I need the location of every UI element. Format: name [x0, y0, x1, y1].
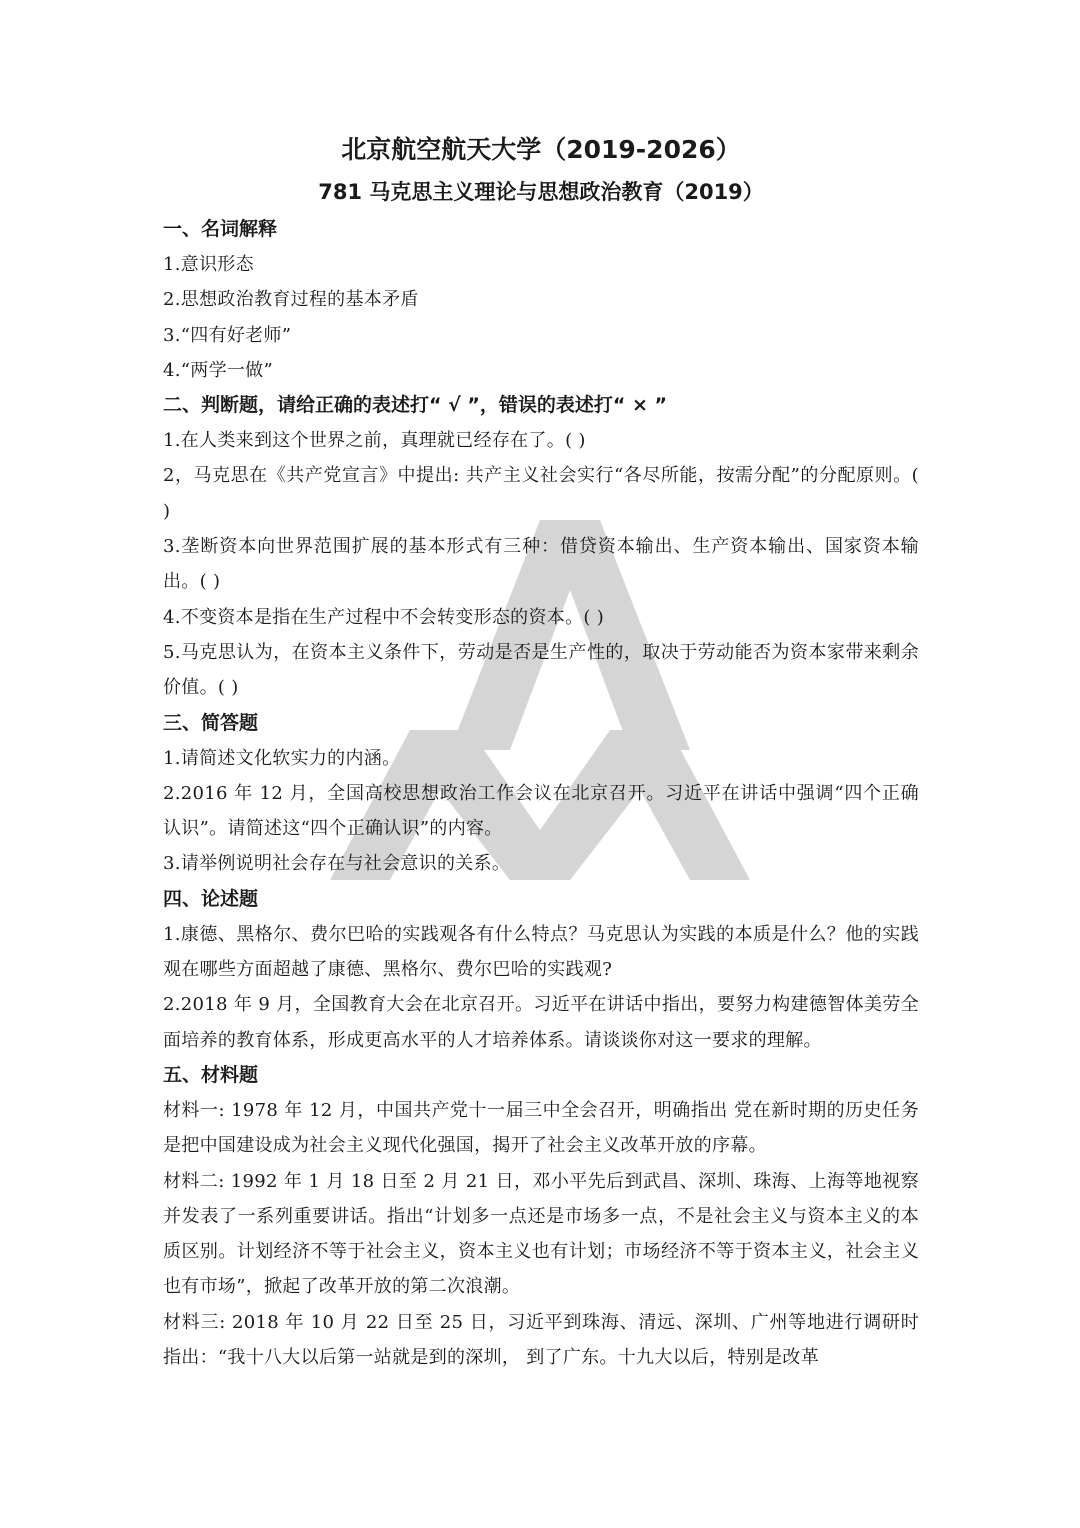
question-item: 5.马克思认为，在资本主义条件下，劳动是否是生产性的，取决于劳动能否为资本家带来剩余价值。( )	[163, 641, 919, 699]
question-item: 4.不变资本是指在生产过程中不会转变形态的资本。( )	[163, 606, 605, 628]
section-heading-2: 二、判断题，请给正确的表述打“ √ ”，错误的表述打“ × ”	[163, 394, 668, 417]
document-title: 北京航空航天大学（2019-2026）	[341, 135, 741, 164]
document-body	[163, 128, 919, 1375]
material-item: 材料一: 1978 年 12 月，中国共产党十一届三中全会召开，明确指出 党在新时期的历史任务是把中国建设成为社会主义现代化强国，揭开了社会主义改革开放的序幕。	[163, 1099, 919, 1157]
material-item: 材料三: 2018 年 10 月 22 日至 25 日，习近平到珠海、清远、深圳、广州等地进行调研时指出：“我十八大以后第一站就是到的深圳， 到了广东。十九大以后，特别是改革	[163, 1311, 919, 1369]
question-item: 2.思想政治教育过程的基本矛盾	[163, 289, 419, 311]
section-heading-5: 五、材料题	[163, 1063, 259, 1086]
question-item: 1.请简述文化软实力的内涵。	[163, 747, 401, 769]
question-item: 1.在人类来到这个世界之前，真理就已经存在了。( )	[163, 430, 586, 452]
material-item: 材料二: 1992 年 1 月 18 日至 2 月 21 日，邓小平先后到武昌、深圳、珠海、上海等地视察并发表了一系列重要讲话。指出“计划多一点还是市场多一点，不是社会主义与资本主义的本质区别。计划经济不等于社会主义，资本主义也有计划；市场经济不等于资本主义，社会主义也有市场”，掀起了改革开放的第二次浪潮。	[163, 1170, 919, 1298]
document-subtitle: 781 马克思主义理论与思想政治教育（2019）	[318, 180, 764, 204]
question-item: 1.意识形态	[163, 254, 254, 275]
section-heading-4: 四、论述题	[163, 887, 259, 910]
question-item: 2.2018 年 9 月，全国教育大会在北京召开。习近平在讲话中指出，要努力构建德智体美劳全面培养的教育体系，形成更高水平的人才培养体系。请谈谈你对这一要求的理解。	[163, 994, 919, 1051]
question-item: 1.康德、黑格尔、费尔巴哈的实践观各有什么特点？马克思认为实践的本质是什么？他的实践观在哪些方面超越了康德、黑格尔、费尔巴哈的实践观?	[163, 923, 919, 981]
question-item: 4.“两学一做”	[163, 359, 273, 381]
question-item: 2，马克思在《共产党宣言》中提出: 共产主义社会实行“各尽所能，按需分配”的分配原则。( )	[163, 465, 919, 522]
question-item: 3.请举例说明社会存在与社会意识的关系。	[163, 853, 511, 875]
section-heading-1: 一、名词解释	[163, 218, 278, 240]
question-item: 2.2016 年 12 月，全国高校思想政治工作会议在北京召开。习近平在讲话中强调“四个正确认识”。请简述这“四个正确认识”的内容。	[163, 782, 919, 840]
section-heading-3: 三、简答题	[163, 711, 259, 734]
question-item: 3.“四有好老师”	[163, 324, 292, 346]
question-item: 3.垄断资本向世界范围扩展的基本形式有三种：借贷资本输出、生产资本输出、国家资本输出。( )	[163, 536, 919, 593]
